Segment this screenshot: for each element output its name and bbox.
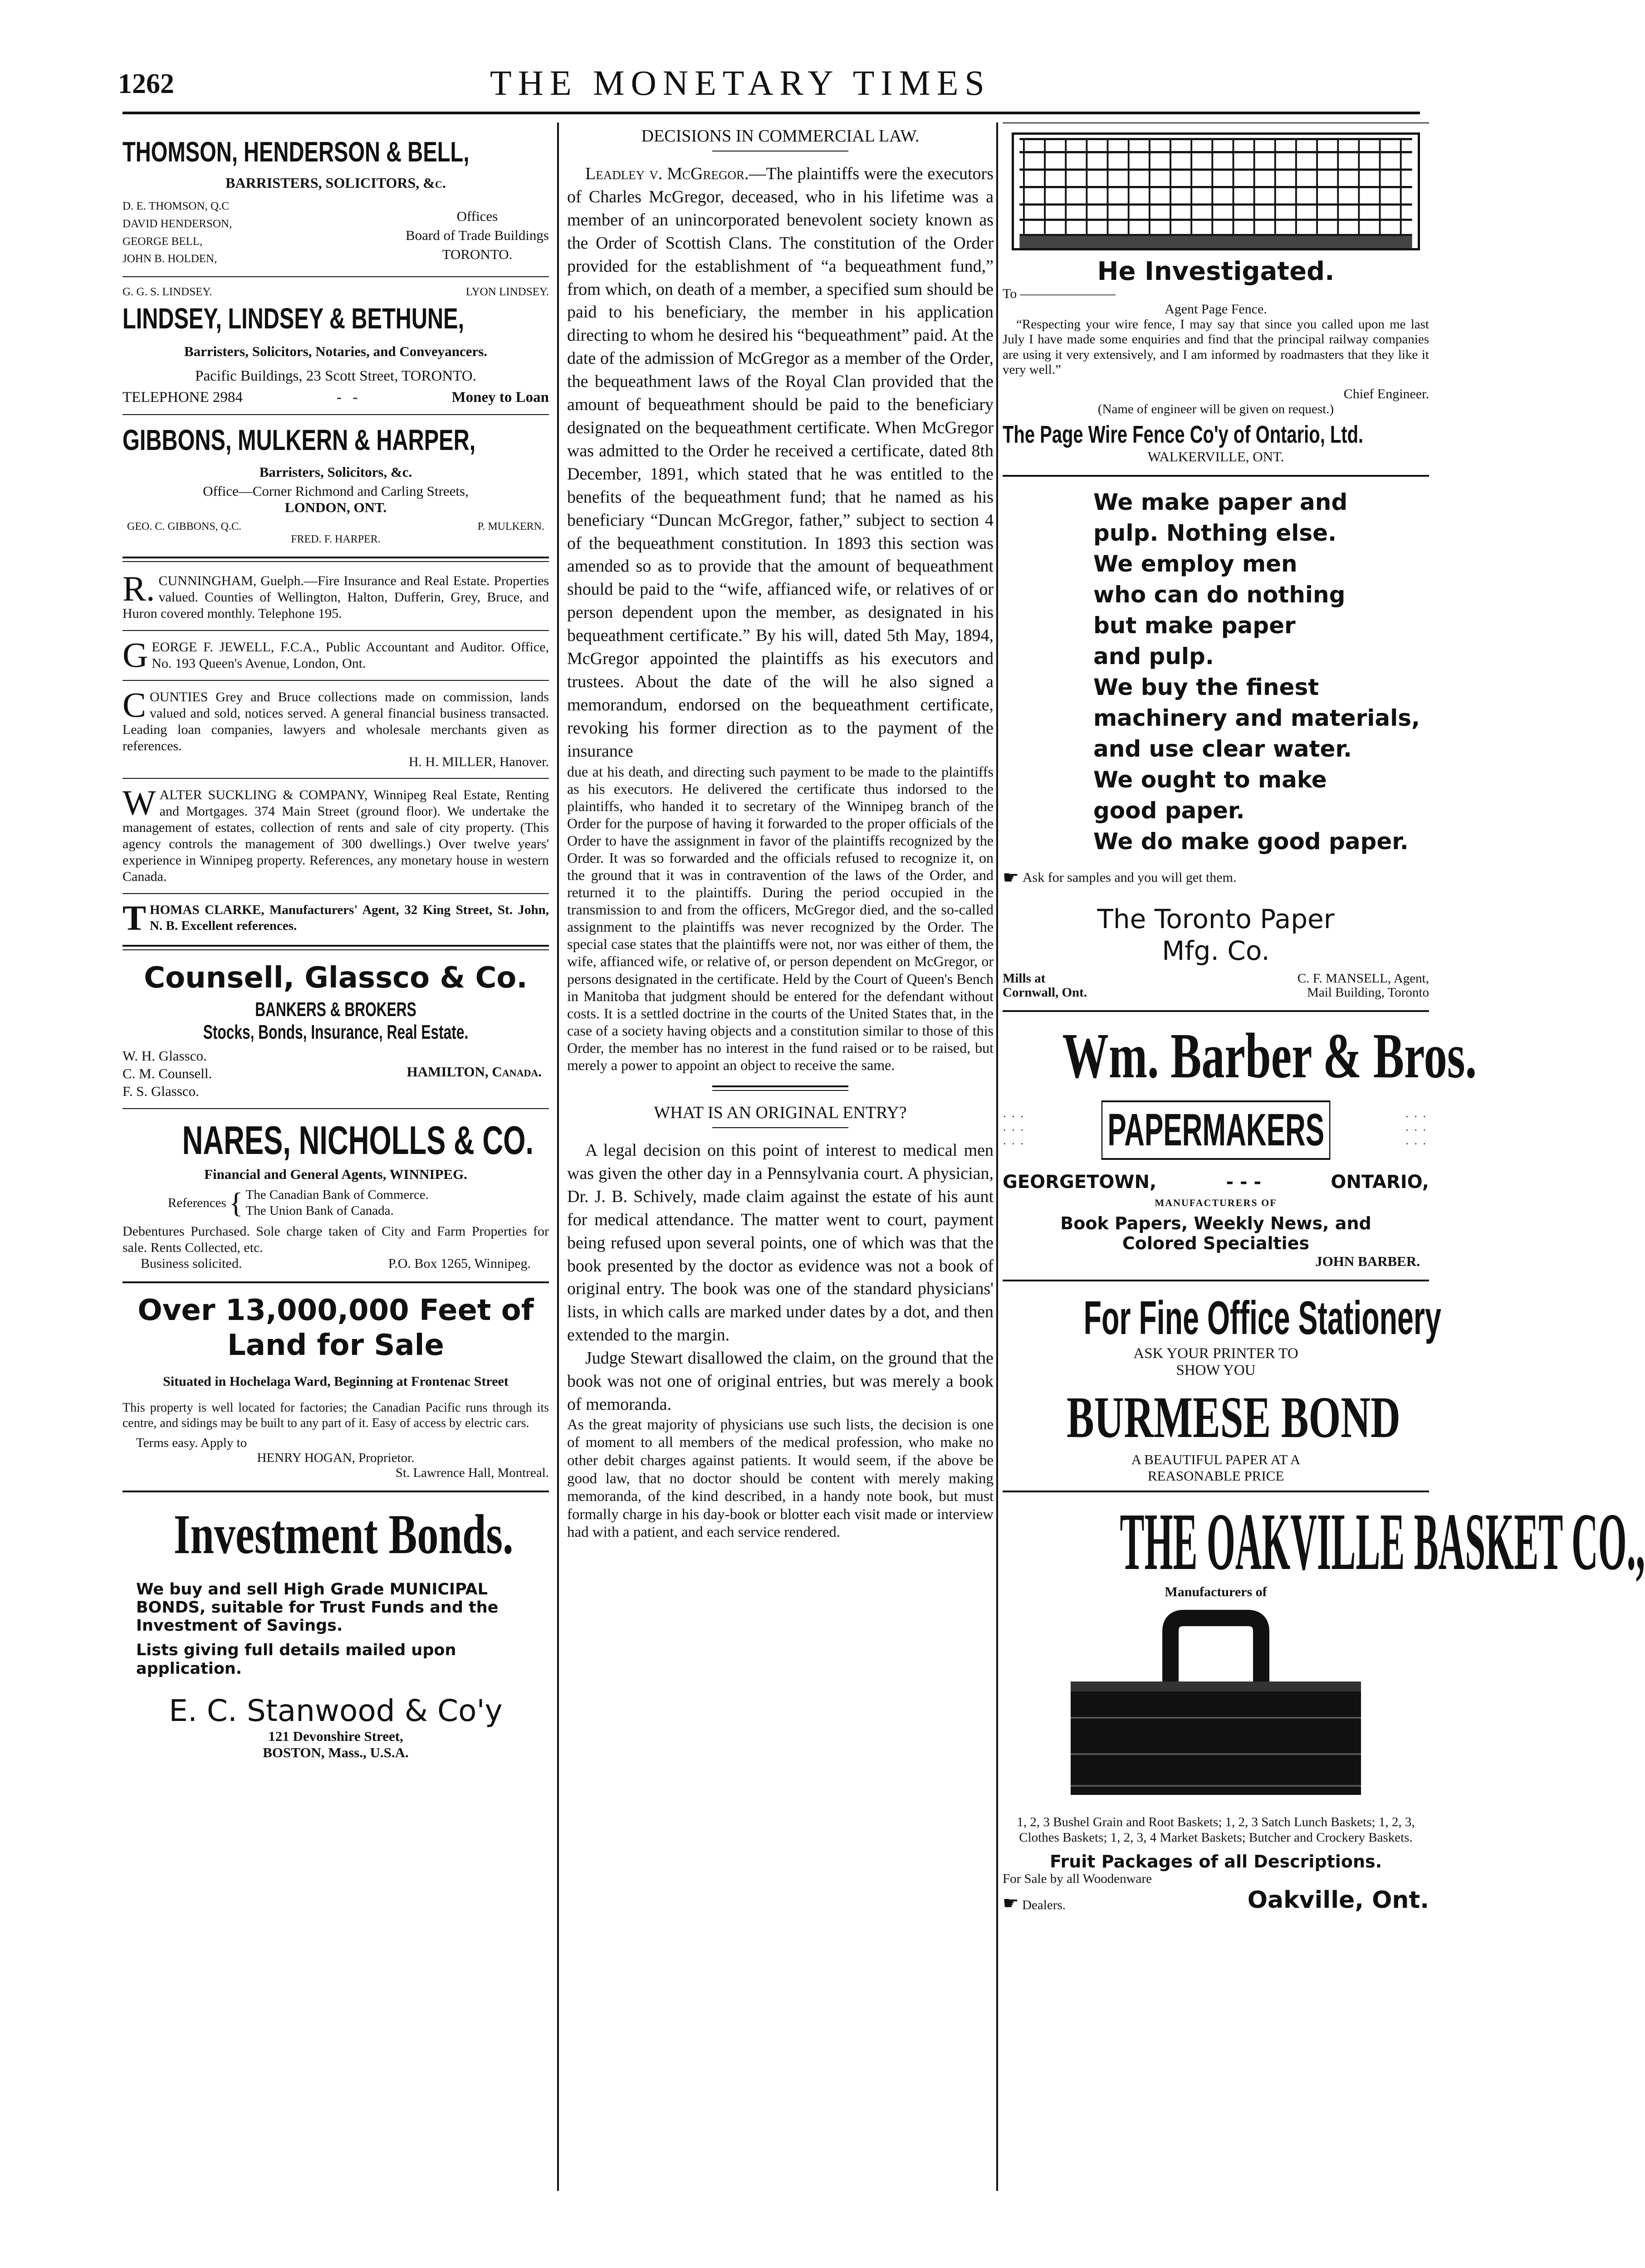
ad-line: good paper. — [1093, 797, 1245, 824]
partner: JOHN B. HOLDEN, — [122, 253, 217, 265]
lindsey-money: Money to Loan — [451, 389, 549, 406]
counsell-ad — [122, 961, 549, 1100]
oakville-sale: For Sale by all Woodenware — [1003, 1872, 1152, 1887]
middle-column — [567, 122, 994, 2209]
barber-name: Wm. Barber & Bros. — [1062, 1020, 1477, 1092]
title-rule — [712, 1127, 848, 1128]
land-text: This property is well located for factories; the Canadian Pacific runs through its centre, and sidings may be built to any part of it. Easy of access by electric cars. — [122, 1401, 549, 1431]
right-column — [1003, 122, 1645, 2191]
toronto-company: Mfg. Co. — [1162, 935, 1270, 966]
nares-ad: NARES, NICHOLLS & CO. Financial and General Agents, WINNIPEG. References { The Canadian Bank of Commerce. The Union Bank of Canada. Debentures Purchased. Sole charge taken of City and Farm Properties for sale. Rents Collected, etc. Business solicited. P.O. Box 1265, Winnipeg. — [122, 1118, 549, 1271]
article-title: DECISIONS IN COMMERCIAL LAW. — [641, 127, 920, 146]
office-label: Offices — [456, 208, 498, 224]
gibbons-city: LONDON, ONT. — [284, 499, 387, 515]
page-fence-ad — [1003, 122, 1429, 465]
ad-line: machinery and materials, — [1093, 705, 1420, 732]
agent-name: C. F. MANSELL, Agent, — [1297, 971, 1429, 986]
counsell-sub1: BANKERS & BROKERS — [255, 998, 416, 1021]
fence-signature: Chief Engineer. — [1343, 386, 1429, 402]
references-label: References — [168, 1195, 226, 1210]
lindsey-sub: Barristers, Solicitors, Notaries, and Conveyancers. — [184, 343, 488, 359]
fence-note: (Name of engineer will be given on request.) — [1097, 402, 1334, 417]
reference: The Canadian Bank of Commerce. — [245, 1188, 429, 1202]
lindsey-partner: LYON LINDSEY. — [465, 286, 549, 298]
mills-location: Cornwall, Ont. — [1003, 985, 1087, 1000]
pointing-hand-icon: ☛ — [1003, 867, 1019, 888]
pointing-hand-icon: ☛ — [1003, 1893, 1019, 1914]
divider — [122, 893, 549, 894]
oakville-city: Oakville, Ont. — [1247, 1887, 1429, 1914]
fence-ground — [1019, 236, 1412, 248]
dashes: - - - — [1226, 1172, 1262, 1193]
thomson-sub: BARRISTERS, SOLICITORS, &c. — [225, 175, 446, 191]
gibbons-office: Office—Corner Richmond and Carling Streets, — [203, 483, 469, 499]
stationery-title: For Fine Office Stationery — [1083, 1292, 1441, 1345]
oakville-list: 1, 2, 3 Bushel Grain and Root Baskets; 1, 2, 3 Satch Lunch Baskets; 1, 2, 3, Clothes Baskets; 1, 2, 3, 4 Market Baskets; Butcher and Crockery Baskets. — [1017, 1815, 1415, 1845]
masthead-title: THE MONETARY TIMES — [490, 63, 991, 103]
title-rule — [712, 151, 848, 152]
fence-company: The Page Wire Fence Co'y of Ontario, Ltd. — [1003, 421, 1364, 449]
divider — [1003, 475, 1429, 477]
partner: DAVID HENDERSON, — [122, 217, 232, 230]
ad-line: and pulp. — [1093, 643, 1214, 670]
land-proprietor: HENRY HOGAN, Proprietor. — [257, 1450, 415, 1465]
cunningham-ad: R.CUNNINGHAM, Guelph.—Fire Insurance and Real Estate. Properties valued. Counties of Wellington, Halton, Dufferin, Grey, Bruce, and Huron covered monthly. Telephone 195. — [122, 569, 549, 621]
barber-ad — [1003, 1020, 1477, 1270]
counsell-name: Counsell, Glassco & Co. — [144, 961, 528, 995]
oakville-fruit: Fruit Packages of all Descriptions. — [1049, 1852, 1382, 1872]
gibbons-partner: P. MULKERN. — [477, 520, 544, 533]
divider — [122, 1281, 549, 1283]
bonds-street: 121 Devonshire Street, — [268, 1728, 403, 1744]
oakville-ad — [1003, 1496, 1645, 1914]
bonds-title: Investment Bonds. — [173, 1503, 514, 1565]
basket-icon — [1066, 1613, 1366, 1804]
fence-headline: He Investigated. — [1097, 257, 1335, 286]
barber-products: Colored Specialties — [1122, 1233, 1310, 1254]
ad-line: We make paper and — [1093, 489, 1348, 516]
lindsey-ad — [122, 285, 549, 406]
toronto-company: The Toronto Paper — [1097, 904, 1335, 935]
stationery-brand: BURMESE BOND — [1067, 1385, 1400, 1451]
case-name: Leadley v. McGregor. — [585, 164, 749, 183]
agent-address: Mail Building, Toronto — [1307, 985, 1429, 1000]
divider — [1003, 122, 1429, 123]
barber-manufacturers: MANUFACTURERS OF — [1155, 1197, 1277, 1209]
office-city: TORONTO. — [442, 246, 513, 262]
ornament: · · · · · · · · · — [1405, 1110, 1428, 1150]
bonds-city: BOSTON, Mass., U.S.A. — [263, 1744, 409, 1760]
counties-signature: H. H. MILLER, Hanover. — [408, 754, 549, 770]
bonds-lists: Lists giving full details mailed upon application. — [136, 1641, 456, 1678]
divider — [1003, 1280, 1429, 1281]
wire-fence-illustration — [1012, 132, 1420, 250]
barber-john: JOHN BARBER. — [1315, 1253, 1420, 1270]
clarke-ad: THOMAS CLARKE, Manufacturers' Agent, 32 King Street, St. John, N. B. Excellent references. — [122, 898, 549, 938]
page-number: 1262 — [118, 68, 174, 99]
nares-solicited: Business solicited. — [141, 1256, 242, 1271]
column-separator-2 — [996, 122, 998, 2191]
toronto-paper-ad — [1003, 487, 1429, 1000]
stationery-ad — [1003, 1291, 1441, 1484]
article-text: —The plaintiffs were the executors of Charles McGregor, deceased, who in his lifetime was a member of an unincorporated benevolent society known as the Order of Scottish Clans. The constitution of the Order provided for the establishment of “a bequeathment fund,” from which, on death of a member, a specified sum should be paid to his beneficiary, the member in his application directing to whom he desired his “bequeathment” paid. At the date of the admission of McGregor as a member of the Order, the bequeathment laws of the Royal Clan provided that the amount of bequeathment should be paid to the beneficiary designated on the bequeathment certificate. When McGregor was admitted to the Order he received a certificate, dated 8th December, 1891, which stated that he was entitled to the benefits of the bequeathment fund; that he named as his beneficiary “Duncan McGregor, father,” subject to section 4 of the bequeathment constitution. In 1893 this section was amended so as to provide that the amount of bequeathment should be paid to the “wife, affianced wife, or relatives of or person dependent upon the member, as designated in his bequeathment certificate.” By his will, dated 5th May, 1894, McGregor appointed the plaintiffs as his executors and trustees. About the date of the will he also signed a memorandum, endorsed on the bequeathment certificate, revoking his former direction as to the payment of the insurance — [567, 164, 994, 761]
bonds-ad — [122, 1502, 549, 1761]
stationery-ask: ASK YOUR PRINTER TO — [1133, 1345, 1298, 1362]
barber-province: ONTARIO, — [1331, 1172, 1429, 1193]
gibbons-partner: GEO. C. GIBBONS, Q.C. — [127, 520, 242, 533]
double-divider — [712, 1085, 848, 1091]
ad-line: We employ men — [1093, 551, 1297, 577]
left-column — [122, 122, 549, 2182]
double-divider — [122, 557, 549, 562]
lindsey-partner: G. G. S. LINDSEY. — [122, 286, 212, 298]
counsell-city: HAMILTON, Canada. — [406, 1064, 542, 1080]
bonds-company: E. C. Stanwood & Co'y — [169, 1693, 503, 1728]
counsell-partner: W. H. Glassco. — [122, 1048, 207, 1064]
stationery-ask: SHOW YOU — [1176, 1362, 1256, 1379]
oakville-manufacturers: Manufacturers of — [1165, 1584, 1267, 1600]
divider — [122, 1491, 549, 1492]
land-ad — [122, 1293, 549, 1481]
land-title: Over 13,000,000 Feet of — [137, 1293, 534, 1327]
gibbons-ad — [122, 423, 549, 546]
header-rule — [122, 112, 1420, 114]
divider — [122, 778, 549, 779]
land-title: Land for Sale — [227, 1328, 444, 1362]
nares-name: NARES, NICHOLLS & CO. — [182, 1118, 534, 1163]
article-para-small: due at his death, and directing such payment to be made to the plaintiffs as his executors. He delivered the certificate thus indorsed to the plaintiffs, who handed it to secretary of the Winnipeg branch of the Order for the purpose of having it forwarded to the proper officials of the Order to have the assignment in favor of the plaintiffs recognized by the Order. It was so forwarded and the officials refused to recognize it, on the ground that it was in contravention of the laws of the Order, and returned it to the plaintiffs. During the period occupied in the transmission to and from the officers, McGregor died, and the so-called assignment to the plaintiffs was never recognized by the Order. The special case states that the plaintiffs were not, nor was either of them, the wife, affianced wife, or relative of, or person dependent on McGregor, or persons designated in the certificate. Held by the Court of Queen's Bench in Manitoba that judgment should be entered for the defendant without costs. It is a settled doctrine in the courts of the United States that, in the case of a society having objects and a constitution similar to those of this Order, the member has no interest in the fund raised or to be raised, but merely a power to appoint an object to receive the same. — [567, 763, 994, 1073]
mills-label: Mills at — [1003, 971, 1046, 986]
nares-text: Debentures Purchased. Sole charge taken of City and Farm Properties for sale. Rents Collected, etc. — [122, 1223, 549, 1255]
article-title: WHAT IS AN ORIGINAL ENTRY? — [654, 1103, 907, 1122]
lindsey-telephone: TELEPHONE 2984 — [122, 389, 243, 406]
counsell-partner: C. M. Counsell. — [122, 1065, 212, 1081]
suckling-ad: WALTER SUCKLING & COMPANY, Winnipeg Real Estate, Renting and Mortgages. 374 Main Street (ground floor). We undertake the management of estates, collection of rents and sale of city property. (This agency controls the management of 300 dwellings.) Over twelve years' experience in Winnipeg property. References, any monetary house in western Canada. — [122, 783, 549, 885]
divider — [1003, 1491, 1429, 1492]
stationery-desc: A BEAUTIFUL PAPER AT A — [1131, 1452, 1301, 1468]
article-paragraph: Judge Stewart disallowed the claim, on the ground that the book was not one of original entries, but was merely a book of memoranda. — [567, 1349, 994, 1414]
bonds-text: We buy and sell High Grade MUNICIPAL BONDS, suitable for Trust Funds and the Investment of Savings. — [136, 1580, 499, 1635]
reference: The Union Bank of Canada. — [245, 1203, 394, 1218]
gibbons-partner: FRED. F. HARPER. — [291, 533, 381, 546]
ornament: · · · · · · · · · — [1003, 1110, 1025, 1150]
lindsey-name: LINDSEY, LINDSEY & BETHUNE, — [122, 302, 465, 335]
office-building: Board of Trade Buildings — [405, 227, 549, 243]
divider — [122, 414, 549, 415]
fence-agent: Agent Page Fence. — [1165, 302, 1267, 317]
jewell-ad: GEORGE F. JEWELL, F.C.A., Public Accountant and Auditor. Office, No. 193 Queen's Avenue, London, Ont. — [122, 635, 549, 675]
ask-samples: Ask for samples and you will get them. — [1022, 870, 1237, 885]
ad-line: pulp. Nothing else. — [1093, 520, 1337, 547]
counsell-partner: F. S. Glassco. — [122, 1083, 199, 1099]
column-separator-1 — [557, 122, 559, 2191]
fence-blank: ——————— — [1020, 286, 1116, 301]
ad-line: who can do nothing — [1093, 582, 1346, 608]
lindsey-address: Pacific Buildings, 23 Scott Street, TORONTO. — [195, 367, 476, 384]
fence-letter: “Respecting your wire fence, I may say that since you called upon me last July I have made some enquiries and find that the principal railway companies are using it very extensively, and I am informed by roadmasters that they like it very well.” — [1003, 317, 1429, 377]
barber-products: Book Papers, Weekly News, and — [1060, 1213, 1371, 1234]
land-terms: Terms easy. Apply to — [136, 1435, 247, 1450]
divider — [1003, 1010, 1429, 1012]
partner: GEORGE BELL, — [122, 235, 203, 248]
nares-box: P.O. Box 1265, Winnipeg. — [388, 1256, 531, 1271]
article-paragraph: As the great majority of physicians use such lists, the decision is one of moment to all members of the medical profession, who make no other debit charges against patients. It would seem, if the above be good law, that no doctor should be content with merely making memoranda, of the kind described, in a handy note book, but must formally charge in his day-book or blotter each visit made or interview had with a patient, and each service rendered. — [567, 1416, 994, 1541]
land-situated: Situated in Hochelaga Ward, Beginning at Frontenac Street — [163, 1374, 509, 1389]
article-decisions — [567, 126, 994, 1074]
article-paragraph: A legal decision on this point of interest to medical men was given the other day in a Pennsylvania court. A physician, Dr. J. B. Schively, made claim against the estate of his aunt for medical attendance. The matter went to court, payment being refused upon several points, one of which was that the book presented by the doctor as evidence was not a book of original entry. The book was one of the standard physicians' lists, in which calls are marked under dates by a dot, and then extended to the margin. — [567, 1140, 994, 1345]
divider — [122, 630, 549, 631]
counties-ad: COUNTIES Grey and Bruce collections made on commission, lands valued and sold, notices served. A general financial business transacted. Leading loan companies, lawyers and wholesale merchants given as references. — [122, 685, 549, 754]
divider — [122, 680, 549, 681]
fence-to: To — [1003, 286, 1017, 301]
land-hall: St. Lawrence Hall, Montreal. — [395, 1465, 549, 1480]
ad-line: We ought to make — [1093, 767, 1327, 793]
ad-line: and use clear water. — [1093, 736, 1352, 763]
double-divider — [122, 945, 549, 950]
thomson-ad — [122, 136, 549, 268]
thomson-name: THOMSON, HENDERSON & BELL, — [122, 137, 470, 168]
ad-line: but make paper — [1093, 612, 1296, 639]
article-original-entry — [567, 1103, 994, 1542]
barber-town: GEORGETOWN, — [1003, 1172, 1157, 1193]
partner: D. E. THOMSON, Q.C — [122, 200, 229, 212]
nares-sub: Financial and General Agents, WINNIPEG. — [204, 1166, 467, 1183]
article-para-large — [567, 162, 994, 763]
ad-line: We buy the finest — [1093, 674, 1319, 701]
ad-line: We do make good paper. — [1093, 828, 1409, 855]
divider — [122, 276, 549, 277]
gibbons-sub: Barristers, Solicitors, &c. — [259, 464, 412, 480]
papermakers-label: PAPERMAKERS — [1102, 1100, 1331, 1160]
dashes: - - — [336, 389, 358, 406]
counsell-sub2: Stocks, Bonds, Insurance, Real Estate. — [203, 1021, 469, 1044]
oakville-name: THE OAKVILLE BASKET CO., — [1120, 1496, 1645, 1587]
fence-city: WALKERVILLE, ONT. — [1147, 449, 1284, 465]
gibbons-name: GIBBONS, MULKERN & HARPER, — [122, 423, 476, 456]
stationery-desc: REASONABLE PRICE — [1147, 1468, 1284, 1484]
oakville-dealers: Dealers. — [1022, 1898, 1066, 1913]
divider — [122, 1108, 549, 1109]
